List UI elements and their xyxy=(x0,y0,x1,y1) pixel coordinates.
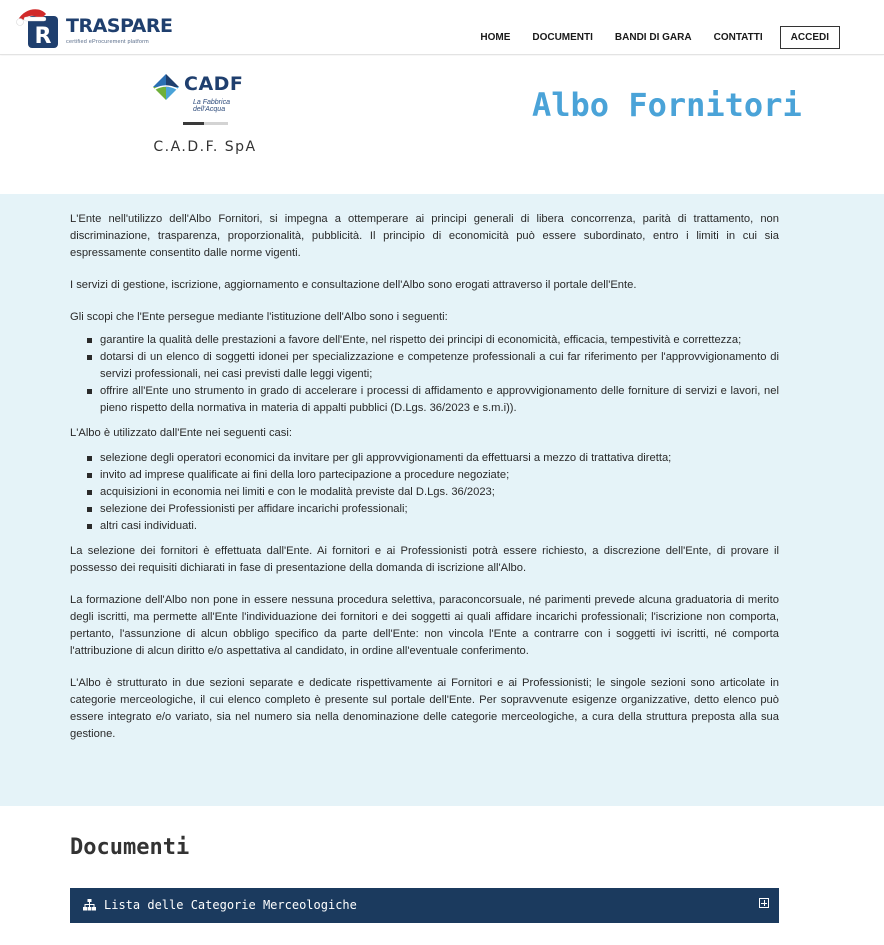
sitemap-icon xyxy=(83,899,96,911)
accordion-label: Lista delle Categorie Merceologiche xyxy=(104,898,357,912)
goals-list xyxy=(100,332,779,417)
hero-section xyxy=(0,56,884,194)
info-paragraph-goals-intro: Gli scopi che l'Ente persegue mediante l'istituzione dell'Albo sono i seguenti: xyxy=(70,311,448,323)
info-paragraph-formation: La formazione dell'Albo non pone in essere nessuna procedura selettiva, paraconcorsuale, né parimenti prevede alcuna graduatoria di merito degli iscritti, ma permette all'Ente l'individuazione dei fornitori e dei soggetti ai quali affidare incarichi professionali; l'iscrizione non comporta, pertanto, l'assunzione di alcun obbligo specifico da parte dell'Ente: non vincola l'Ente a contrarre con i soggetti ivi iscritti, né comporta l'attribuzione di alcun diritto e/o aspettativa al candidato, in ordine all'eventuale conferimento. xyxy=(70,594,779,657)
nav-documenti[interactable]: DOCUMENTI xyxy=(532,31,593,43)
nav-bandi-di-gara[interactable]: BANDI DI GARA xyxy=(614,31,692,43)
info-section xyxy=(0,194,884,806)
categories-accordion[interactable] xyxy=(70,888,779,923)
login-button[interactable]: ACCEDI xyxy=(780,26,840,49)
cadf-logo xyxy=(152,73,262,113)
list-item: offrire all'Ente uno strumento in grado di accelerare i processi di affidamento e approvvigionamento delle forniture di servizi e lavori, nel pieno rispetto della normativa in materia di appalti pubblici (D.Lgs. 36/2023 e s.m.i)). xyxy=(100,383,779,417)
list-item: dotarsi di un elenco di soggetti idonei per specializzazione e competenze professionali a cui far riferimento per l'approvvigionamento di servizi professionali, nei casi previsti dalle leggi vigenti; xyxy=(100,349,779,383)
cadf-logo-text: CADF xyxy=(184,73,244,95)
info-paragraph-selection: La selezione dei fornitori è effettuata dall'Ente. Ai fornitori e ai Professionisti potrà essere richiesto, a discrezione dell'Ente, di provare il possesso dei requisiti dichiarati in fase di presentazione della domanda di iscrizione all'Albo. xyxy=(70,545,779,574)
page-title: Albo Fornitori xyxy=(532,86,802,124)
info-content xyxy=(70,211,779,758)
main-nav xyxy=(458,25,840,49)
cadf-logo-subtext: La Fabbrica dell'Acqua xyxy=(193,99,230,113)
list-item: altri casi individuati. xyxy=(100,518,779,535)
uses-list xyxy=(100,450,779,535)
info-paragraph-principles: L'Ente nell'utilizzo dell'Albo Fornitori, si impegna a ottemperare ai principi generali di libera concorrenza, parità di trattamento, non discriminazione, trasparenza, proporzionalità, pubblicità. Il principio di economicità può essere subordinato, entro i limiti in cui sia espressamente consentito dalle norme vigenti. xyxy=(70,213,779,259)
logo-divider-accent xyxy=(183,122,204,125)
brand-name: TRASPARE xyxy=(66,15,173,37)
nav-contatti[interactable]: CONTATTI xyxy=(713,31,763,43)
list-item: invito ad imprese qualificate ai fini della loro partecipazione a procedure negoziate; xyxy=(100,467,779,484)
list-item: acquisizioni in economia nei limiti e con le modalità previste dal D.Lgs. 36/2023; xyxy=(100,484,779,501)
list-item: selezione dei Professionisti per affidare incarichi professionali; xyxy=(100,501,779,518)
plus-square-icon[interactable] xyxy=(759,898,769,908)
info-paragraph-services: I servizi di gestione, iscrizione, aggiornamento e consultazione dell'Albo sono erogati attraverso il portale dell'Ente. xyxy=(70,279,637,291)
cadf-logo-icon xyxy=(152,73,180,101)
list-item: garantire la qualità delle prestazioni a favore dell'Ente, nel rispetto dei principi di economicità, efficacia, tempestività e correttezza; xyxy=(100,332,779,349)
top-navigation-bar xyxy=(0,0,884,55)
svg-text:R: R xyxy=(34,24,52,49)
traspare-logo-icon xyxy=(16,6,62,50)
client-name: C.A.D.F. SpA xyxy=(153,139,257,155)
list-item: selezione degli operatori economici da invitare per gli approvvigionamenti da effettuarsi a mezzo di trattativa diretta; xyxy=(100,450,779,467)
info-paragraph-uses-intro: L'Albo è utilizzato dall'Ente nei seguenti casi: xyxy=(70,427,292,439)
logo-divider xyxy=(183,122,228,125)
nav-home[interactable]: HOME xyxy=(480,31,511,43)
brand-tagline: certified eProcurement platform xyxy=(66,39,149,45)
traspare-logo[interactable] xyxy=(16,6,173,50)
info-paragraph-structure: L'Albo è strutturato in due sezioni separate e dedicate rispettivamente ai Fornitori e ai Professionisti; le singole sezioni sono articolate in categorie merceologiche, il cui elenco completo è presente sul portale dell'Ente. Per sopravvenute esigenze organizzative, detto elenco può essere integrato e/o variato, sia nel numero sia nella denominazione delle categorie merceologiche, a cura della struttura preposta alla sua gestione. xyxy=(70,677,779,740)
documents-title: Documenti xyxy=(70,835,190,860)
